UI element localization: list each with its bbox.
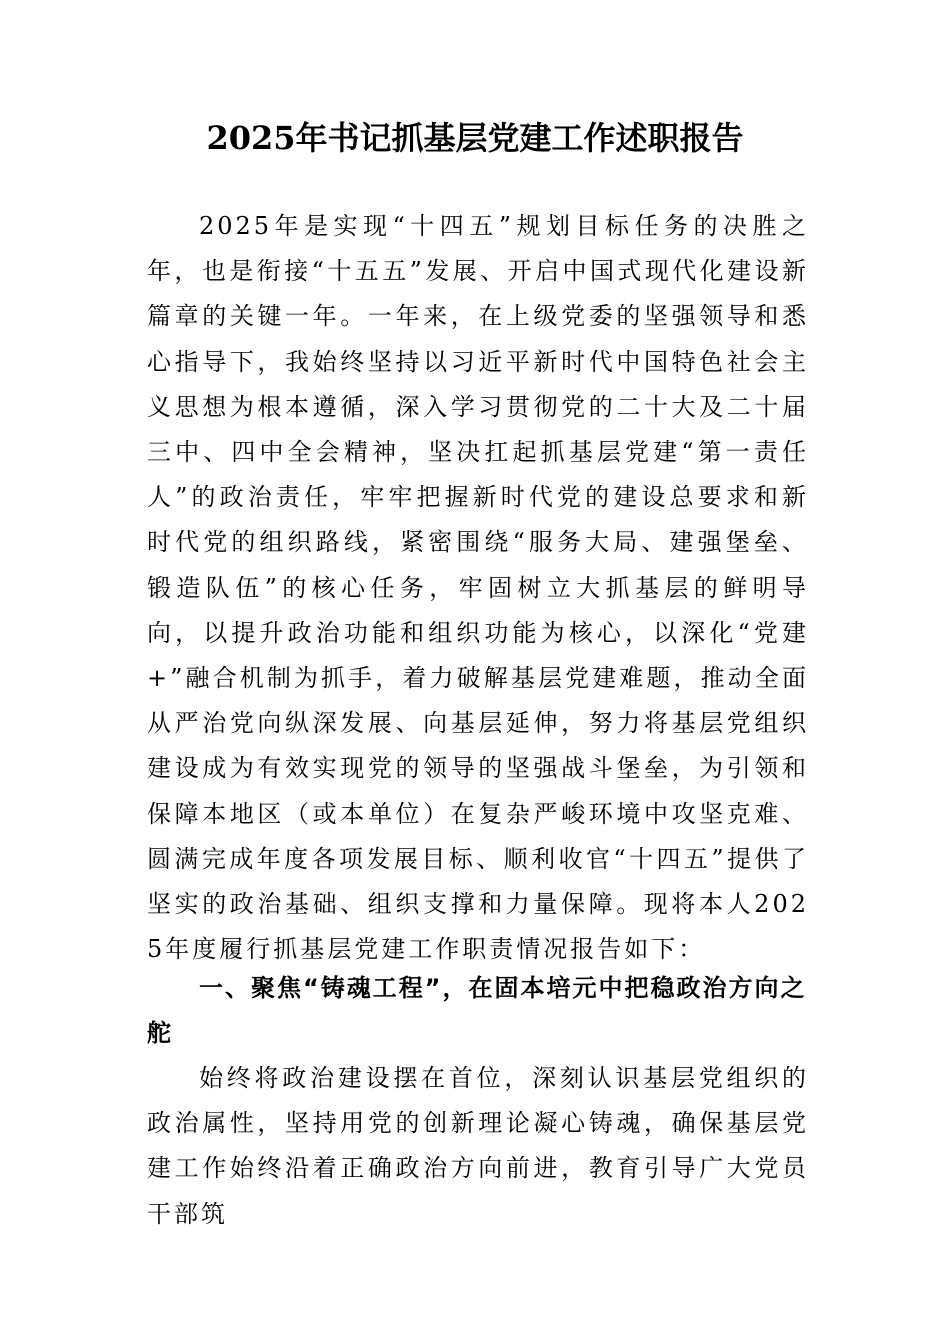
document-title: 2025年书记抓基层党建工作述职报告	[206, 119, 744, 157]
intro-paragraph: 2025年是实现“十四五”规划目标任务的决胜之年，也是衔接“十五五”发展、开启中国式现代化建设新篇章的关键一年。一年来，在上级党委的坚强领导和悉心指导下，我始终坚持以习近平新时代中国特色社会主义思想为根本遵循，深入学习贯彻党的二十大及二十届三中、四中全会精神，坚决扛起抓基层党建“第一责任人”的政治责任，牢牢把握新时代党的建设总要求和新时代党的组织路线，紧密围绕“服务大局、建强堡垒、锻造队伍”的核心任务，牢固树立大抓基层的鲜明导向，以提升政治功能和组织功能为核心，以深化“党建+”融合机制为抓手，着力破解基层党建难题，推动全面从严治党向纵深发展、向基层延伸，努力将基层党组织建设成为有效实现党的领导的坚强战斗堡垒，为引领和保障本地区（或本单位）在复杂严峻环境中攻坚克难、圆满完成年度各项发展目标、顺利收官“十四五”提供了坚实的政治基础、组织支撑和力量保障。现将本人2025年度履行抓基层党建工作职责情况报告如下：	[147, 212, 809, 964]
section-heading-1: 一、聚焦“铸魂工程”，在固本培元中把稳政治方向之舵	[147, 974, 807, 1047]
section-1-paragraph: 始终将政治建设摆在首位，深刻认识基层党组织的政治属性，坚持用党的创新理论凝心铸魂，确保基层党建工作始终沿着正确政治方向前进，教育引导广大党员干部筑	[147, 1064, 809, 1228]
